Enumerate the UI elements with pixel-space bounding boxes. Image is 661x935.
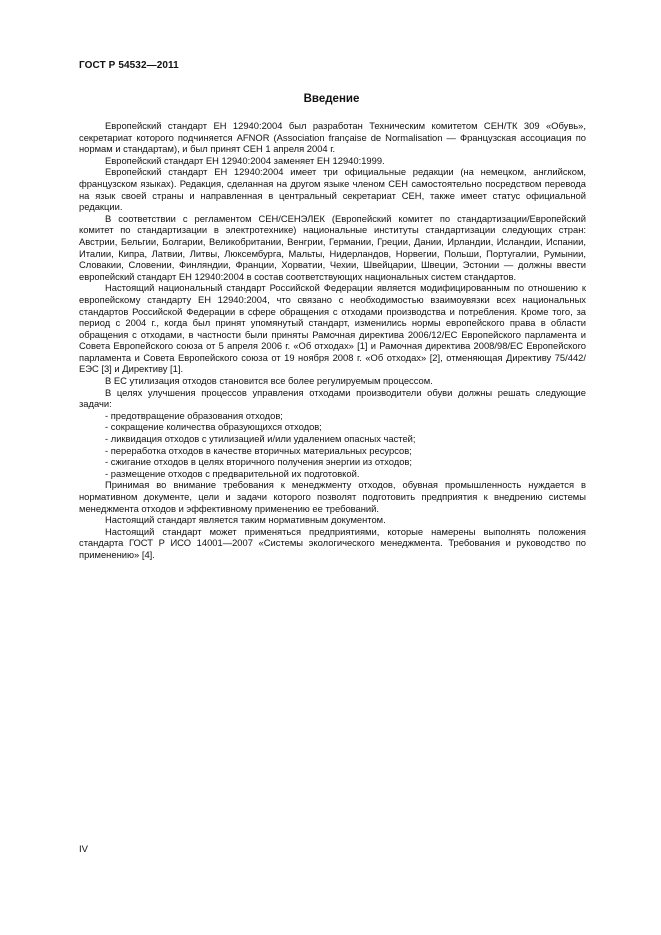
list-item: - сокращение количества образующихся отходов; <box>105 421 322 433</box>
paragraph-industry-need: Принимая во внимание требования к менеджменту отходов, обувная промышленность нуждается в нормативном документе, цели и задачи которого позволят подготовить предприятия к внедрению системы менеджмента отходов и эффективному применению ее требований. <box>79 479 586 514</box>
paragraph-eu-regulation: В ЕС утилизация отходов становится все более регулируемым процессом. <box>105 375 433 387</box>
paragraph-tasks-intro: В целях улучшения процессов управления отходами производители обуви должны решать следующие задачи: <box>79 386 586 410</box>
tasks-list <box>79 410 586 480</box>
paragraph-national-standard: Настоящий национальный стандарт Российской Федерации является модифицированным по отношению к европейскому стандарту ЕН 12940:2004, что связано с необходимостью взаимоувязки всех национальных стандартов Российской Федерации в сфере обращения с отходами производства и потребления. Кроме того, за период с 2004 г., когда был принят упомянутый стандарт, изменились нормы европейского права в области обращения с отходами, в частности были приняты Рамочная директива 2006/12/ЕС Европейского парламента и Совета Европейского союза от 5 апреля 2006 г. «Об отходах» [1] и Рамочная директива 2008/98/ЕС Европейского парламента и Совета Европейского союза от 19 ноября 2008 г. «Об отходах» [2], отменяющая Директиву 75/442/ЕЭС [3] и Директиву [1]. <box>79 282 586 375</box>
paragraph-editions: Европейский стандарт ЕН 12940:2004 имеет три официальные редакции (на немецком, английском, французском языках). Редакция, сделанная на другом языке членом СЕН самостоятельно посредством перевода на язык своей страны и направленная в центральный секретариат СЕН, также имеет статус официальной редакции. <box>79 166 586 213</box>
list-item: - сжигание отходов в целях вторичного получения энергии из отходов; <box>105 456 412 468</box>
section-title: Введение <box>303 93 360 105</box>
introduction-body <box>79 120 586 561</box>
document-code: ГОСТ Р 54532—2011 <box>79 60 179 71</box>
list-item: - переработка отходов в качестве вторичных материальных ресурсов; <box>105 444 412 456</box>
paragraph-member-countries: В соответствии с регламентом СЕН/СЕНЭЛЕК (Европейский комитет по стандартизации/Европейский комитет по стандартизации в электротехнике) национальные институты стандартизации следующих стран: Австрии, Бельгии, Болгарии, Великобритании, Венгрии, Германии, Греции, Дании, Ирландии, Исландии, Испании, Италии, Кипра, Латвии, Литвы, Люксембурга, Мальты, Нидерландов, Норвегии, Польши, Португалии, Румынии, Словакии, Словении, Финляндии, Франции, Хорватии, Чехии, Швейцарии, Швеции, Эстонии — должны ввести европейский стандарт ЕН 12940:2004 в состав соответствующих национальных систем стандартов. <box>79 212 586 282</box>
page-number: IV <box>79 844 88 855</box>
list-item: - ликвидация отходов с утилизацией и/или удалением опасных частей; <box>105 433 416 445</box>
list-item: - размещение отходов с предварительной их подготовкой. <box>105 467 360 479</box>
paragraph-replacement: Европейский стандарт ЕН 12940:2004 заменяет ЕН 12940:1999. <box>105 154 385 166</box>
paragraph-iso-14001: Настоящий стандарт может применяться предприятиями, которые намерены выполнять положения стандарта ГОСТ Р ИСО 14001—2007 «Системы экологического менеджмента. Требования и руководство по применению» [4]. <box>79 525 586 560</box>
paragraph-this-standard: Настоящий стандарт является таким нормативным документом. <box>105 514 386 526</box>
list-item: - предотвращение образования отходов; <box>105 409 283 421</box>
paragraph-development: Европейский стандарт ЕН 12940:2004 был разработан Техническим комитетом СЕН/ТК 309 «Обувь», секретариат которого подчиняется AFNOR (Association française de Normalisation — Французская ассоциация по нормам и стандартам), и был принят СЕН 1 апреля 2004 г. <box>79 120 586 155</box>
